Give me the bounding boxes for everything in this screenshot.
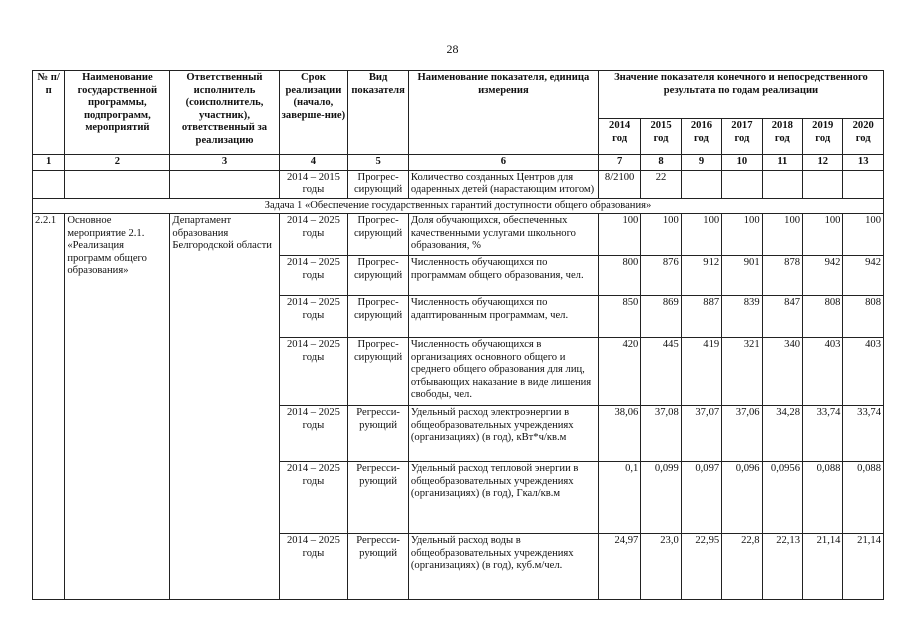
row-value: 22	[641, 170, 681, 198]
row-value: 839	[722, 296, 762, 338]
row-value: 22,13	[762, 534, 802, 600]
indicators-table	[32, 70, 884, 600]
row-kind: Прогрес-сирующий	[348, 338, 409, 406]
row-program	[65, 170, 170, 198]
row-value: 876	[641, 256, 681, 296]
row-indicator: Доля обучающихся, обеспеченных качественными услугами школьного образования, %	[408, 214, 598, 256]
header-kind: Вид показателя	[348, 71, 409, 155]
column-number: 7	[598, 155, 640, 171]
header-num: № п/п	[33, 71, 65, 155]
header-year: 2020 год	[843, 119, 884, 155]
row-value: 37,06	[722, 406, 762, 462]
row-value: 22,8	[722, 534, 762, 600]
row-executor	[170, 170, 279, 198]
row-value: 100	[762, 214, 802, 256]
row-value: 21,14	[843, 534, 884, 600]
table-row	[33, 214, 884, 256]
row-value: 419	[681, 338, 721, 406]
row-indicator: Численность обучающихся по адаптированным программам, чел.	[408, 296, 598, 338]
row-value: 869	[641, 296, 681, 338]
row-indicator: Численность обучающихся по программам общего образования, чел.	[408, 256, 598, 296]
row-value: 887	[681, 296, 721, 338]
row-term: 2014 – 2025 годы	[279, 338, 348, 406]
row-value: 0,088	[803, 462, 843, 534]
row-value: 942	[803, 256, 843, 296]
row-value: 420	[598, 338, 640, 406]
row-value: 800	[598, 256, 640, 296]
row-term: 2014 – 2025 годы	[279, 256, 348, 296]
row-term: 2014 – 2015 годы	[279, 170, 348, 198]
column-number: 5	[348, 155, 409, 171]
row-value: 21,14	[803, 534, 843, 600]
row-value: 33,74	[843, 406, 884, 462]
row-value	[803, 170, 843, 198]
column-number: 9	[681, 155, 721, 171]
header-year: 2016 год	[681, 119, 721, 155]
row-value: 38,06	[598, 406, 640, 462]
row-value: 0,0956	[762, 462, 802, 534]
column-number: 4	[279, 155, 348, 171]
row-term: 2014 – 2025 годы	[279, 534, 348, 600]
row-term: 2014 – 2025 годы	[279, 214, 348, 256]
row-value: 403	[803, 338, 843, 406]
row-num	[33, 170, 65, 198]
row-indicator: Численность обучающихся в организациях основного общего и среднего общего образования для лиц, отбывающих наказание в виде лишения свободы, чел.	[408, 338, 598, 406]
row-value: 942	[843, 256, 884, 296]
row-term: 2014 – 2025 годы	[279, 462, 348, 534]
header-year: 2017 год	[722, 119, 762, 155]
row-value: 100	[803, 214, 843, 256]
row-value	[681, 170, 721, 198]
row-value: 37,08	[641, 406, 681, 462]
row-value: 100	[641, 214, 681, 256]
row-term: 2014 – 2025 годы	[279, 406, 348, 462]
row-value: 0,088	[843, 462, 884, 534]
row-value: 850	[598, 296, 640, 338]
row-value: 403	[843, 338, 884, 406]
row-indicator: Удельный расход тепловой энергии в общеобразовательных учреждениях (организациях) (в год), Гкал/кв.м	[408, 462, 598, 534]
column-number: 1	[33, 155, 65, 171]
table-row	[33, 170, 884, 198]
header-year: 2014 год	[598, 119, 640, 155]
row-value: 100	[681, 214, 721, 256]
row-value: 0,097	[681, 462, 721, 534]
column-number: 10	[722, 155, 762, 171]
header-year: 2019 год	[803, 119, 843, 155]
row-value: 100	[598, 214, 640, 256]
row-value: 847	[762, 296, 802, 338]
row-indicator: Количество созданных Центров для одаренных детей (нарастающим итогом)	[408, 170, 598, 198]
row-value: 445	[641, 338, 681, 406]
row-value: 808	[803, 296, 843, 338]
row-value: 37,07	[681, 406, 721, 462]
row-value: 8/2100	[598, 170, 640, 198]
task-row	[33, 198, 884, 214]
row-value	[843, 170, 884, 198]
header-values: Значение показателя конечного и непосредственного результата по годам реализации	[598, 71, 883, 119]
header-term: Срок реализации (начало, заверше-ние)	[279, 71, 348, 155]
row-value: 33,74	[803, 406, 843, 462]
row-value: 100	[722, 214, 762, 256]
row-indicator: Удельный расход электроэнергии в общеобразовательных учреждениях (организациях) (в год), кВт*ч/кв.м	[408, 406, 598, 462]
row-value: 0,1	[598, 462, 640, 534]
column-number: 13	[843, 155, 884, 171]
column-number-row	[33, 155, 884, 171]
row-kind: Прогрес-сирующий	[348, 214, 409, 256]
row-value: 808	[843, 296, 884, 338]
header-indicator: Наименование показателя, единица измерения	[408, 71, 598, 155]
row-kind: Регресси-рующий	[348, 462, 409, 534]
task-title: Задача 1 «Обеспечение государственных гарантий доступности общего образования»	[33, 198, 884, 214]
row-indicator: Удельный расход воды в общеобразовательных учреждениях (организациях) (в год), куб.м/чел.	[408, 534, 598, 600]
row-value: 0,099	[641, 462, 681, 534]
row-value: 23,0	[641, 534, 681, 600]
header-year: 2015 год	[641, 119, 681, 155]
row-kind: Прогрес-сирующий	[348, 170, 409, 198]
row-value: 912	[681, 256, 721, 296]
row-num: 2.2.1	[33, 214, 65, 600]
row-value: 24,97	[598, 534, 640, 600]
row-value: 34,28	[762, 406, 802, 462]
header-executor: Ответственный исполнитель (соисполнитель, участник), ответственный за реализацию	[170, 71, 279, 155]
column-number: 3	[170, 155, 279, 171]
header-year: 2018 год	[762, 119, 802, 155]
row-value: 878	[762, 256, 802, 296]
row-value: 0,096	[722, 462, 762, 534]
row-kind: Регресси-рующий	[348, 534, 409, 600]
row-value: 321	[722, 338, 762, 406]
row-value: 22,95	[681, 534, 721, 600]
page-number: 28	[446, 42, 459, 56]
row-executor: Департамент образования Белгородской области	[170, 214, 279, 600]
column-number: 2	[65, 155, 170, 171]
row-program: Основное мероприятие 2.1. «Реализация программ общего образования»	[65, 214, 170, 600]
row-kind: Регресси-рующий	[348, 406, 409, 462]
row-kind: Прогрес-сирующий	[348, 256, 409, 296]
column-number: 6	[408, 155, 598, 171]
indicator-rows	[33, 214, 884, 600]
column-number: 8	[641, 155, 681, 171]
row-value: 340	[762, 338, 802, 406]
column-number: 12	[803, 155, 843, 171]
row-value	[762, 170, 802, 198]
column-number: 11	[762, 155, 802, 171]
row-value: 100	[843, 214, 884, 256]
row-kind: Прогрес-сирующий	[348, 296, 409, 338]
row-value	[722, 170, 762, 198]
row-term: 2014 – 2025 годы	[279, 296, 348, 338]
header-program: Наименование государственной программы, подпрограмм, мероприятий	[65, 71, 170, 155]
row-value: 901	[722, 256, 762, 296]
